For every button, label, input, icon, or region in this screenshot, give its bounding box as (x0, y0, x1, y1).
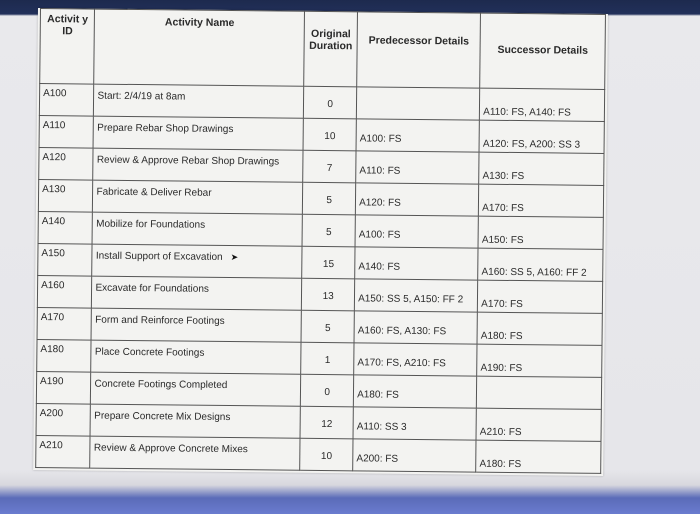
cell-activity-id (39, 116, 94, 149)
header-successor-details: Successor Details (480, 13, 606, 89)
cell-activity-id (38, 212, 93, 245)
cell-original-duration-text: 10 (320, 450, 333, 463)
cell-successor-details (478, 248, 603, 281)
cell-original-duration (301, 374, 354, 407)
cell-predecessor-details-text: A200: FS (356, 453, 399, 465)
cell-activity-id-text: A130 (42, 184, 66, 196)
cell-predecessor-details (355, 215, 478, 248)
cell-activity-id (39, 148, 94, 181)
cell-activity-name-text: Place Concrete Footings (94, 346, 205, 359)
cell-predecessor-details (353, 375, 476, 408)
header-activity-id: Activit y ID (40, 9, 95, 85)
cell-predecessor-details-text: A110: FS (359, 165, 401, 177)
cell-activity-name-text: Start: 2/4/19 at 8am (97, 90, 186, 103)
cell-predecessor-details-text: A180: FS (357, 389, 399, 401)
header-predecessor-details: Predecessor Details (357, 12, 481, 88)
cell-activity-name (90, 436, 300, 470)
cell-predecessor-details (356, 119, 479, 152)
cell-activity-id (39, 84, 94, 117)
cell-original-duration (303, 182, 356, 215)
cell-successor-details-text: A120: FS, A200: SS 3 (482, 138, 581, 151)
cell-successor-details-text: A150: FS (481, 234, 524, 247)
cell-predecessor-details (356, 151, 479, 184)
header-original-duration: Original Duration (304, 11, 358, 87)
cell-activity-name-text: Mobilize for Foundations (96, 218, 206, 231)
cell-activity-id-text: A150 (41, 248, 65, 260)
cell-original-duration (300, 438, 353, 471)
cell-original-duration (303, 118, 356, 151)
mouse-pointer-icon: ➤ (230, 252, 239, 263)
cell-successor-details (476, 440, 601, 473)
cell-predecessor-details (353, 439, 476, 472)
cell-predecessor-details (354, 279, 477, 312)
cell-activity-id (37, 276, 92, 309)
cell-activity-name (92, 244, 302, 278)
cell-original-duration-text: 0 (327, 99, 334, 111)
cell-successor-details-text: A110: FS, A140: FS (483, 106, 571, 119)
cell-activity-name-text: Excavate for Foundations (95, 282, 209, 295)
cell-activity-id-text: A140 (41, 216, 66, 228)
cell-activity-id-text: A180 (40, 344, 64, 356)
cell-predecessor-details (355, 183, 478, 216)
cell-successor-details (479, 184, 604, 217)
cell-original-duration (302, 278, 355, 311)
cell-original-duration-text: 7 (326, 163, 333, 175)
cell-activity-id-text: A170 (40, 312, 65, 324)
cell-original-duration-text: 13 (322, 290, 334, 303)
cell-successor-details-text: A160: SS 5, A160: FF 2 (481, 266, 587, 279)
cell-original-duration (302, 246, 355, 279)
cell-successor-details (479, 120, 604, 153)
cell-original-duration (301, 310, 354, 343)
cell-activity-id (37, 340, 92, 373)
cell-original-duration (302, 214, 355, 247)
cell-original-duration (304, 86, 357, 119)
cell-activity-id-text: A100 (43, 88, 67, 100)
cell-original-duration (303, 150, 356, 183)
cell-activity-id-text: A200 (39, 408, 64, 420)
cell-original-duration-text: 15 (322, 258, 335, 271)
cell-predecessor-details-text: A120: FS (359, 197, 401, 209)
cell-original-duration-text: 1 (324, 355, 331, 367)
cell-successor-details (477, 312, 602, 345)
cell-activity-id (38, 244, 93, 277)
cell-activity-name (92, 212, 302, 246)
cell-activity-name (94, 84, 304, 118)
cell-activity-id-text: A190 (40, 376, 64, 388)
cell-activity-name-text: Concrete Footings Completed (94, 378, 228, 392)
cell-predecessor-details-text: A140: FS (358, 261, 401, 273)
cell-successor-details-text: A170: FS (482, 202, 524, 215)
cell-predecessor-details-text: A100: FS (358, 229, 401, 241)
cell-predecessor-details-text: A170: FS, A210: FS (357, 357, 446, 370)
header-activity-name: Activity Name (94, 9, 305, 86)
cell-activity-name-text: Prepare Concrete Mix Designs (94, 410, 231, 424)
cell-predecessor-details-text: A150: SS 5, A150: FF 2 (358, 293, 464, 306)
table-header-row (40, 9, 606, 90)
cell-successor-details (476, 408, 601, 441)
cell-predecessor-details (355, 247, 478, 280)
cell-activity-id (36, 404, 91, 437)
cell-successor-details-text: A190: FS (480, 362, 523, 375)
cell-predecessor-details (354, 343, 477, 376)
cell-activity-name-text: Fabricate & Deliver Rebar (96, 186, 212, 199)
cell-original-duration-text: 0 (324, 387, 330, 399)
cell-successor-details (477, 344, 602, 377)
cell-predecessor-details-text: A100: FS (359, 133, 402, 145)
cell-predecessor-details-text: A160: FS, A130: FS (357, 325, 447, 338)
cell-successor-details (478, 280, 603, 313)
activity-table (35, 8, 606, 474)
cell-activity-name (93, 116, 303, 150)
cell-successor-details (477, 376, 602, 409)
cell-activity-id-text: A110 (42, 120, 66, 132)
cell-activity-name (92, 276, 302, 310)
cell-predecessor-details-text: A110: SS 3 (356, 421, 407, 433)
cell-original-duration-text: 12 (321, 418, 333, 431)
cell-activity-id (36, 372, 91, 405)
document-sheet (33, 8, 608, 476)
cell-activity-name (93, 148, 303, 182)
cell-successor-details-text: A130: FS (482, 170, 525, 183)
cell-original-duration-text: 5 (324, 323, 331, 335)
cell-activity-name (90, 404, 300, 438)
cell-activity-name (93, 180, 303, 214)
cell-activity-id (38, 180, 93, 213)
cell-activity-name (91, 308, 301, 342)
cell-activity-id-text: A120 (42, 152, 66, 164)
cell-activity-name-text: Form and Reinforce Footings (95, 314, 225, 327)
cell-activity-name (91, 340, 301, 374)
cell-successor-details (479, 152, 604, 185)
cell-original-duration-text: 5 (325, 227, 332, 239)
cell-predecessor-details (353, 407, 476, 440)
cell-activity-name-text: Prepare Rebar Shop Drawings (97, 122, 234, 136)
table-row (36, 436, 601, 474)
cell-activity-id (37, 308, 92, 341)
cell-successor-details-text: A180: FS (480, 330, 523, 343)
cell-activity-id-text: A210 (39, 440, 63, 452)
cell-predecessor-details (354, 311, 477, 344)
cell-original-duration (300, 406, 353, 439)
cell-successor-details-text: A210: FS (479, 426, 522, 439)
cell-predecessor-details (356, 87, 479, 120)
cell-successor-details-text: A180: FS (479, 458, 522, 471)
cell-activity-name-text: Review & Approve Rebar Shop Drawings (96, 154, 280, 168)
cell-activity-name-text: Install Support of Excavation (95, 250, 223, 263)
cell-original-duration-text: 5 (326, 195, 333, 207)
cell-activity-id-text: A160 (41, 280, 65, 292)
cell-activity-name (91, 372, 301, 406)
cell-successor-details (480, 88, 605, 121)
cell-successor-details-text: A170: FS (481, 298, 523, 311)
cell-successor-details (478, 216, 603, 249)
cell-original-duration-text: 10 (324, 131, 336, 143)
cell-original-duration (301, 342, 354, 375)
cell-activity-name-text: Review & Approve Concrete Mixes (93, 442, 248, 456)
cell-activity-id (36, 436, 91, 469)
